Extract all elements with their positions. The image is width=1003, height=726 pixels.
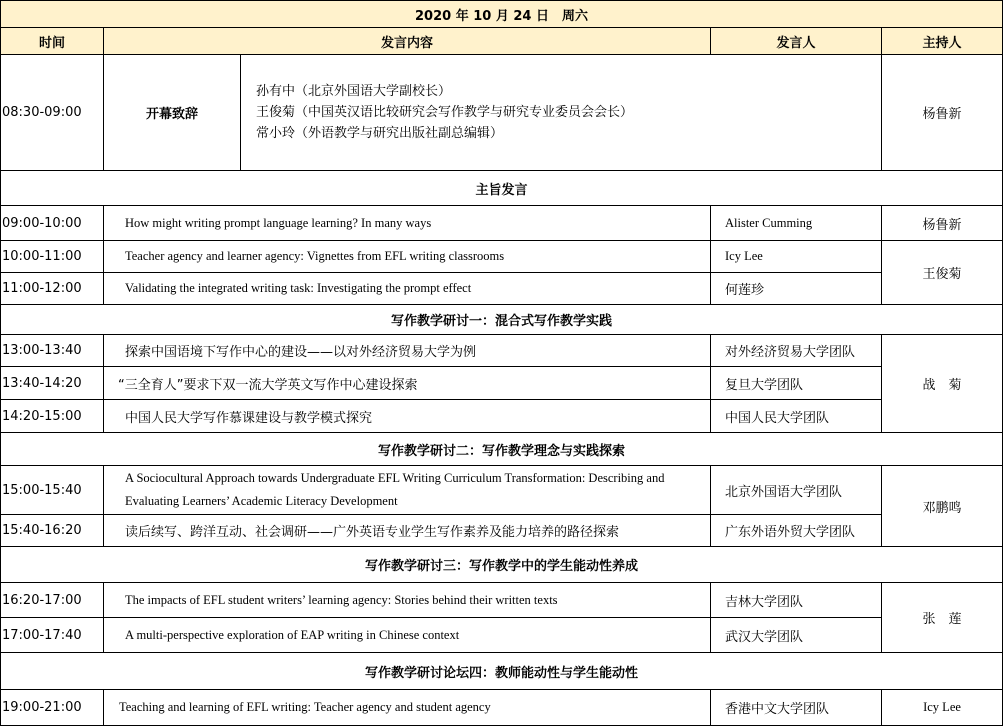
section-title: 写作教学研讨论坛四：教师能动性与学生能动性 bbox=[1, 653, 1003, 690]
time-cell: 10:00-11:00 bbox=[1, 241, 104, 273]
table-row bbox=[1, 367, 1003, 400]
time-cell: 13:40-14:20 bbox=[1, 367, 104, 400]
host-cell: 杨鲁新 bbox=[882, 55, 1003, 171]
talk-title: 探索中国语境下写作中心的建设——以对外经济贸易大学为例 bbox=[104, 335, 711, 367]
table-row bbox=[1, 515, 1003, 547]
col-header-content: 发言内容 bbox=[104, 28, 711, 55]
talk-title: Teacher agency and learner agency: Vignettes from EFL writing classrooms bbox=[104, 241, 711, 273]
col-header-time: 时间 bbox=[1, 28, 104, 55]
talk-title: A multi-perspective exploration of EAP writing in Chinese context bbox=[104, 618, 711, 653]
host-cell: Icy Lee bbox=[882, 690, 1003, 726]
table-row bbox=[1, 690, 1003, 726]
speaker-cell: 中国人民大学团队 bbox=[711, 400, 882, 433]
talk-title: Teaching and learning of EFL writing: Teacher agency and student agency bbox=[104, 690, 711, 726]
time-cell: 09:00-10:00 bbox=[1, 206, 104, 241]
time-cell: 13:00-13:40 bbox=[1, 335, 104, 367]
speaker-cell: Icy Lee bbox=[711, 241, 882, 273]
speaker-cell: 香港中文大学团队 bbox=[711, 690, 882, 726]
section-title: 主旨发言 bbox=[1, 171, 1003, 206]
speaker-cell: 武汉大学团队 bbox=[711, 618, 882, 653]
talk-title: The impacts of EFL student writers’ learning agency: Stories behind their written texts bbox=[104, 583, 711, 618]
opening-speakers bbox=[241, 55, 882, 171]
speaker-cell: 对外经济贸易大学团队 bbox=[711, 335, 882, 367]
time-cell: 11:00-12:00 bbox=[1, 273, 104, 305]
host-cell: 杨鲁新 bbox=[882, 206, 1003, 241]
table-row bbox=[1, 466, 1003, 515]
talk-title: How might writing prompt language learning? In many ways bbox=[104, 206, 711, 241]
col-header-host: 主持人 bbox=[882, 28, 1003, 55]
table-row bbox=[1, 273, 1003, 305]
table-row bbox=[1, 241, 1003, 273]
speaker-cell: 广东外语外贸大学团队 bbox=[711, 515, 882, 547]
talk-title-line: A Sociocultural Approach towards Undergraduate EFL Writing Curriculum Transformation: Describing and bbox=[125, 471, 665, 485]
table-row bbox=[1, 618, 1003, 653]
section-title: 写作教学研讨三：写作教学中的学生能动性养成 bbox=[1, 547, 1003, 583]
speaker-cell: 吉林大学团队 bbox=[711, 583, 882, 618]
table-row bbox=[1, 335, 1003, 367]
talk-title bbox=[104, 466, 711, 515]
date-header: 2020 年 10 月 24 日 周六 bbox=[1, 1, 1003, 28]
section-row bbox=[1, 653, 1003, 690]
header-row bbox=[1, 28, 1003, 55]
speaker-cell: 复旦大学团队 bbox=[711, 367, 882, 400]
section-title: 写作教学研讨一：混合式写作教学实践 bbox=[1, 305, 1003, 335]
talk-title: 读后续写、跨洋互动、社会调研——广外英语专业学生写作素养及能力培养的路径探索 bbox=[104, 515, 711, 547]
table-row bbox=[1, 583, 1003, 618]
section-row bbox=[1, 305, 1003, 335]
host-cell: 张 莲 bbox=[882, 583, 1003, 653]
speaker-cell: 北京外国语大学团队 bbox=[711, 466, 882, 515]
table-row bbox=[1, 400, 1003, 433]
opening-speaker: 孙有中（北京外国语大学副校长） bbox=[256, 84, 452, 99]
host-cell: 战 菊 bbox=[882, 335, 1003, 433]
time-cell: 16:20-17:00 bbox=[1, 583, 104, 618]
opening-speaker: 常小玲（外语教学与研究出版社副总编辑） bbox=[256, 126, 504, 141]
talk-title: Validating the integrated writing task: Investigating the prompt effect bbox=[104, 273, 711, 305]
time-cell: 08:30-09:00 bbox=[1, 55, 104, 171]
talk-title-line: Evaluating Learners’ Academic Literacy Development bbox=[125, 494, 398, 508]
table-row bbox=[1, 206, 1003, 241]
date-row bbox=[1, 1, 1003, 28]
speaker-cell: 何莲珍 bbox=[711, 273, 882, 305]
opening-speaker: 王俊菊（中国英汉语比较研究会写作教学与研究专业委员会会长） bbox=[256, 105, 634, 120]
section-row bbox=[1, 433, 1003, 466]
host-cell: 王俊菊 bbox=[882, 241, 1003, 305]
time-cell: 14:20-15:00 bbox=[1, 400, 104, 433]
col-header-speaker: 发言人 bbox=[711, 28, 882, 55]
time-cell: 15:40-16:20 bbox=[1, 515, 104, 547]
section-title: 写作教学研讨二：写作教学理念与实践探索 bbox=[1, 433, 1003, 466]
time-cell: 19:00-21:00 bbox=[1, 690, 104, 726]
talk-title: 中国人民大学写作慕课建设与教学模式探究 bbox=[104, 400, 711, 433]
section-row bbox=[1, 171, 1003, 206]
section-row bbox=[1, 547, 1003, 583]
time-cell: 17:00-17:40 bbox=[1, 618, 104, 653]
opening-label: 开幕致辞 bbox=[104, 55, 241, 171]
speaker-cell: Alister Cumming bbox=[711, 206, 882, 241]
time-cell: 15:00-15:40 bbox=[1, 466, 104, 515]
opening-row bbox=[1, 55, 1003, 171]
talk-title: “三全育人”要求下双一流大学英文写作中心建设探索 bbox=[104, 367, 711, 400]
host-cell: 邓鹏鸣 bbox=[882, 466, 1003, 547]
